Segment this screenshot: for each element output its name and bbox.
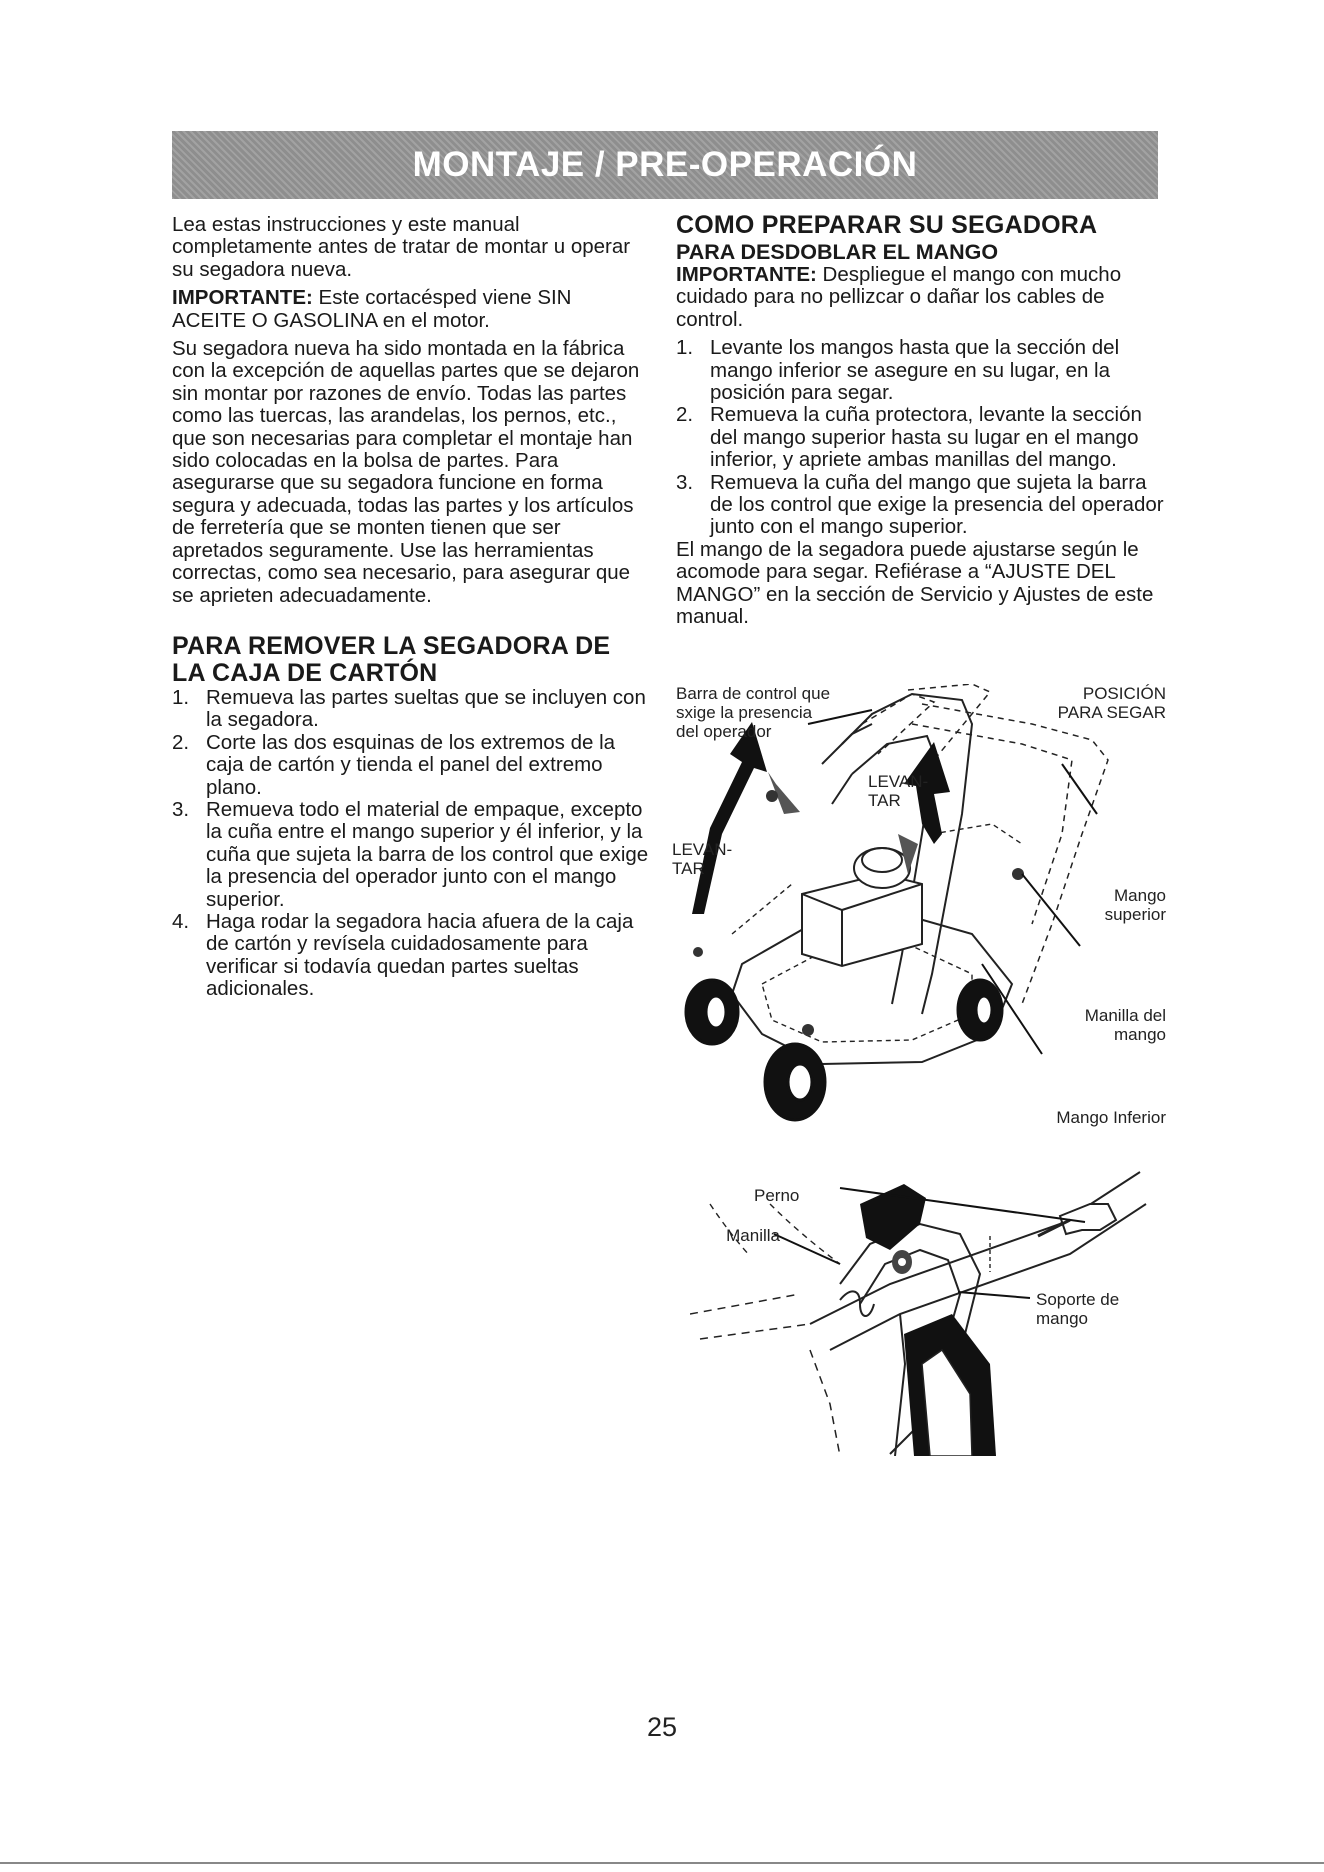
lift-label-left: LEVAN- TAR [672,840,733,878]
important-note [172,287,650,332]
step-number: 2. [172,730,190,754]
step-text: Levante los mangos hasta que la sección del mango inferior se asegure en su lugar, en la posición para segar. [710,336,1120,405]
important-label: IMPORTANTE: [676,263,817,286]
list-item [676,337,1166,404]
left-column [172,214,650,1001]
important-text: Este cortacésped viene SIN ACEITE O GASOLINA en el motor. [172,286,572,332]
step-number: 1. [172,685,190,709]
handle-bracket-illustration [690,1164,1166,1456]
adjust-paragraph: El mango de la segadora puede ajustarse según le acomode para segar. Refiérase a “AJUSTE DEL MANGO” en la sección de Servicio y Ajustes de este manual. [676,537,1154,629]
mowing-position-label: POSICIÓN PARA SEGAR [1057,684,1166,722]
prepare-section-title: COMO PREPARAR SU SEGADORA [676,211,1098,239]
step-number: 3. [172,797,190,821]
step-text: Remueva la cuña protectora, levante la sección del mango superior hasta su lugar en el mango inferior, y apriete ambas manillas del mango. [710,403,1142,472]
list-item [172,732,650,799]
assembled-paragraph: Su segadora nueva ha sido montada en la fábrica con la excepción de aquellas partes que se dejaron sin montar por razones de envío. Todas las partes como las tuercas, las arandelas, los pernos, etc., que son necesarias para completar el montaje han sido colocadas en la bolsa de partes. Para asegurarse que su segadora funcione en forma segura y adecuada, todas las partes y los artículos de ferretería que se monten tienen que ser apretados seguramente. Use las herramientas correctas, como sea necesario, para asegurar que se aprieten adecuadamente. [172,337,640,607]
step-text: Remueva la cuña del mango que sujeta la barra de los control que exige la presencia del operador junto con el mango superior. [710,470,1164,539]
knob-label: Manilla [726,1226,780,1245]
bolt-label: Perno [754,1186,800,1205]
step-text: Corte las dos esquinas de los extremos de la caja de cartón y tienda el panel del extremo plano. [206,730,616,799]
step-number: 2. [676,403,694,427]
upper-handle-label: Mango superior [1104,886,1166,924]
lower-handle-label: Mango Inferior [1056,1108,1166,1127]
step-text: Remueva todo el material de empaque, excepto la cuña entre el mango superior y él inferior, y la cuña que sujeta la barra de los control que exige la presencia del operador junto con el mango superior. [206,797,649,911]
bottom-rule [0,1862,1324,1864]
list-item [676,472,1166,539]
right-column [676,212,1166,635]
control-bar-label: Barra de control que sxige la presencia del operador [676,684,831,741]
unfold-section-title: PARA DESDOBLAR EL MANGO [676,240,999,264]
unfold-steps-list [676,337,1166,539]
list-item [172,911,650,1001]
intro-paragraph: Lea estas instrucciones y este manual completamente antes de tratar de montar u operar su segadora nueva. [172,213,631,281]
page-title: MONTAJE / PRE-OPERACIÓN [412,145,918,184]
bracket-label: Soporte de mango [1036,1290,1120,1328]
page-number: 25 [646,1712,678,1742]
handle-knob-label: Manilla del mango [1084,1006,1166,1044]
lift-label-right: LEVAN- TAR [868,772,929,810]
mower-illustration [672,684,1168,1144]
step-text: Remueva las partes sueltas que se incluyen con la segadora. [206,685,646,732]
important-text: Despliegue el mango con mucho cuidado para no pellizcar o dañar los cables de control. [676,263,1122,331]
remove-section-title: PARA REMOVER LA SEGADORA DE LA CAJA DE CARTÓN [172,631,611,687]
step-text: Haga rodar la segadora hacia afuera de la caja de cartón y revísela cuidadosamente para verificar si todavía quedan partes sueltas adicionales. [206,909,634,1001]
important-label: IMPORTANTE: [172,286,313,310]
step-number: 4. [172,909,190,933]
list-item [676,404,1166,471]
important-note [676,264,1166,331]
section-banner [172,131,1158,199]
step-number: 3. [676,470,694,494]
list-item [172,687,650,732]
step-number: 1. [676,336,694,360]
remove-steps-list [172,687,650,1001]
list-item [172,799,650,911]
